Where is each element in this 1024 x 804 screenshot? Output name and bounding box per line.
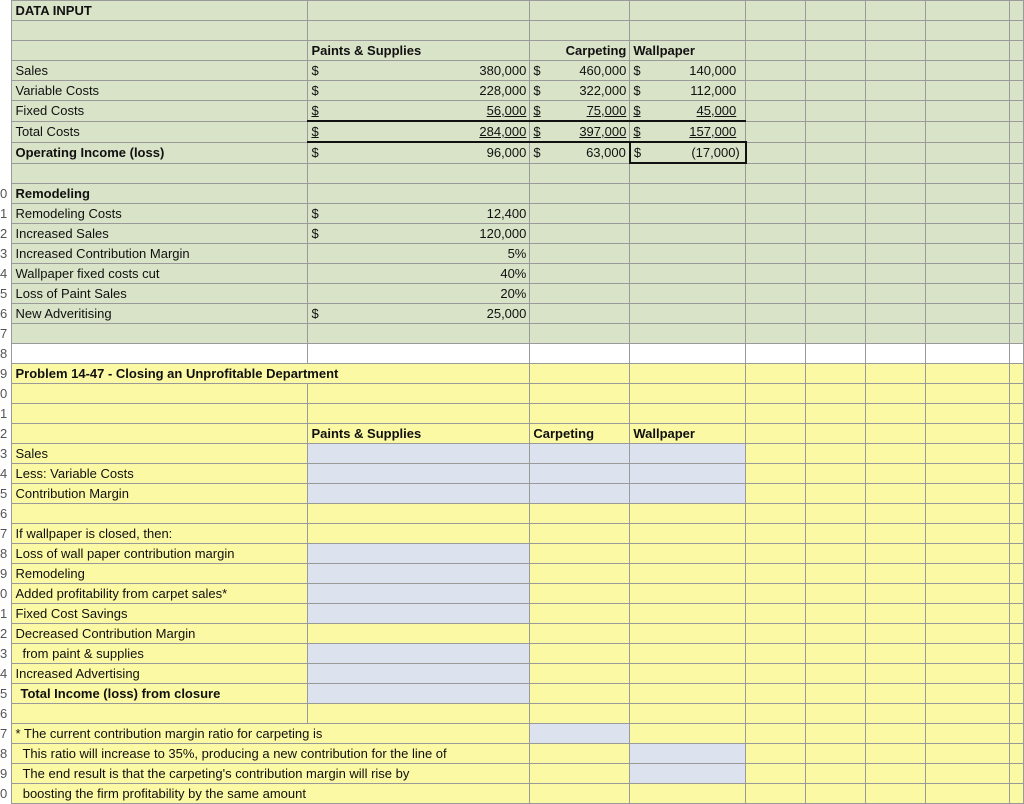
table-row: 9 The end result is that the carpeting's contribution margin will rise by	[0, 764, 1024, 784]
table-row: 9 Remodeling	[0, 564, 1024, 584]
sheet-row: 7	[0, 324, 1024, 344]
sheet-row	[0, 163, 1024, 184]
input-cell[interactable]	[308, 444, 530, 464]
input-cell[interactable]	[308, 584, 530, 604]
table-row: 5 Loss of Paint Sales 20%	[0, 284, 1024, 304]
sheet-row: 8	[0, 344, 1024, 364]
note-line[interactable]: boosting the firm profitability by the same amount	[12, 784, 530, 804]
sheet-row: 1	[0, 404, 1024, 424]
input-cell[interactable]	[630, 444, 746, 464]
sheet-row: 9 Problem 14-47 - Closing an Unprofitable Department	[0, 364, 1024, 384]
table-row: 3 Increased Contribution Margin 5%	[0, 244, 1024, 264]
data-input-title[interactable]: DATA INPUT	[12, 1, 308, 21]
table-row: Operating Income (loss) $ 96,000 $ 63,000 $ (17,000)	[0, 142, 1024, 163]
table-row: 5 Total Income (loss) from closure	[0, 684, 1024, 704]
input-cell[interactable]	[308, 604, 530, 624]
row-label[interactable]: Variable Costs	[12, 81, 308, 101]
header-carpeting[interactable]: Carpeting	[530, 41, 630, 61]
table-row: 1 Remodeling Costs $ 12,400	[0, 204, 1024, 224]
problem-title[interactable]: Problem 14-47 - Closing an Unprofitable Department	[12, 364, 530, 384]
sheet-row	[0, 21, 1024, 41]
table-row: 3 from paint & supplies	[0, 644, 1024, 664]
table-row: 4 Less: Variable Costs	[0, 464, 1024, 484]
sheet-row	[0, 41, 1024, 61]
row-label[interactable]: Fixed Costs	[12, 101, 308, 122]
table-row: 7 * The current contribution margin ratio for carpeting is	[0, 724, 1024, 744]
sheet-row: 0	[0, 384, 1024, 404]
table-row: Fixed Costs $ 56,000 $ 75,000 $ 45,000	[0, 101, 1024, 122]
sheet-row: 2 Paints & Supplies Carpeting Wallpaper	[0, 424, 1024, 444]
input-cell[interactable]	[630, 464, 746, 484]
table-row: Sales $ 380,000 $ 460,000 $ 140,000	[0, 61, 1024, 81]
table-row: 0 Added profitability from carpet sales*	[0, 584, 1024, 604]
input-cell[interactable]	[530, 724, 630, 744]
row-label[interactable]: Sales	[12, 61, 308, 81]
table-row: 4 Wallpaper fixed costs cut 40%	[0, 264, 1024, 284]
input-cell[interactable]	[630, 744, 746, 764]
input-cell[interactable]	[308, 564, 530, 584]
sheet-row: 6	[0, 704, 1024, 724]
table-row: 0 boosting the firm profitability by the same amount	[0, 784, 1024, 804]
sheet-row: 0 Remodeling	[0, 184, 1024, 204]
input-cell[interactable]	[308, 464, 530, 484]
input-cell[interactable]	[530, 464, 630, 484]
table-row: 7 If wallpaper is closed, then:	[0, 524, 1024, 544]
sheet-row: 6	[0, 504, 1024, 524]
input-cell[interactable]	[308, 484, 530, 504]
note-line[interactable]: This ratio will increase to 35%, producing a new contribution for the line of	[12, 744, 530, 764]
table-row: Variable Costs $ 228,000 $ 322,000 $ 112,000	[0, 81, 1024, 101]
table-row: 5 Contribution Margin	[0, 484, 1024, 504]
table-row: 3 Sales	[0, 444, 1024, 464]
input-cell[interactable]	[308, 684, 530, 704]
table-row: 4 Increased Advertising	[0, 664, 1024, 684]
table-row: 2 Decreased Contribution Margin	[0, 624, 1024, 644]
row-label[interactable]: Operating Income (loss)	[12, 142, 308, 163]
header-paints[interactable]: Paints & Supplies	[308, 41, 530, 61]
input-cell[interactable]	[308, 664, 530, 684]
table-row: Total Costs $ 284,000 $ 397,000 $ 157,000	[0, 121, 1024, 142]
table-row: 2 Increased Sales $ 120,000	[0, 224, 1024, 244]
input-cell[interactable]	[530, 484, 630, 504]
header-wallpaper[interactable]: Wallpaper	[630, 41, 746, 61]
table-row: 1 Fixed Cost Savings	[0, 604, 1024, 624]
table-row: 8 This ratio will increase to 35%, producing a new contribution for the line of	[0, 744, 1024, 764]
row-number	[0, 1, 12, 21]
row-label[interactable]: Total Costs	[12, 121, 308, 142]
input-cell[interactable]	[530, 444, 630, 464]
table-row: 8 Loss of wall paper contribution margin	[0, 544, 1024, 564]
input-cell[interactable]	[630, 764, 746, 784]
note-line[interactable]: * The current contribution margin ratio for carpeting is	[12, 724, 530, 744]
input-cell[interactable]	[308, 644, 530, 664]
note-line[interactable]: The end result is that the carpeting's contribution margin will rise by	[12, 764, 530, 784]
remodeling-title[interactable]: Remodeling	[12, 184, 308, 204]
input-cell[interactable]	[308, 544, 530, 564]
sheet-row	[0, 1, 1024, 21]
table-row: 6 New Adveritising $ 25,000	[0, 304, 1024, 324]
input-cell[interactable]	[630, 484, 746, 504]
